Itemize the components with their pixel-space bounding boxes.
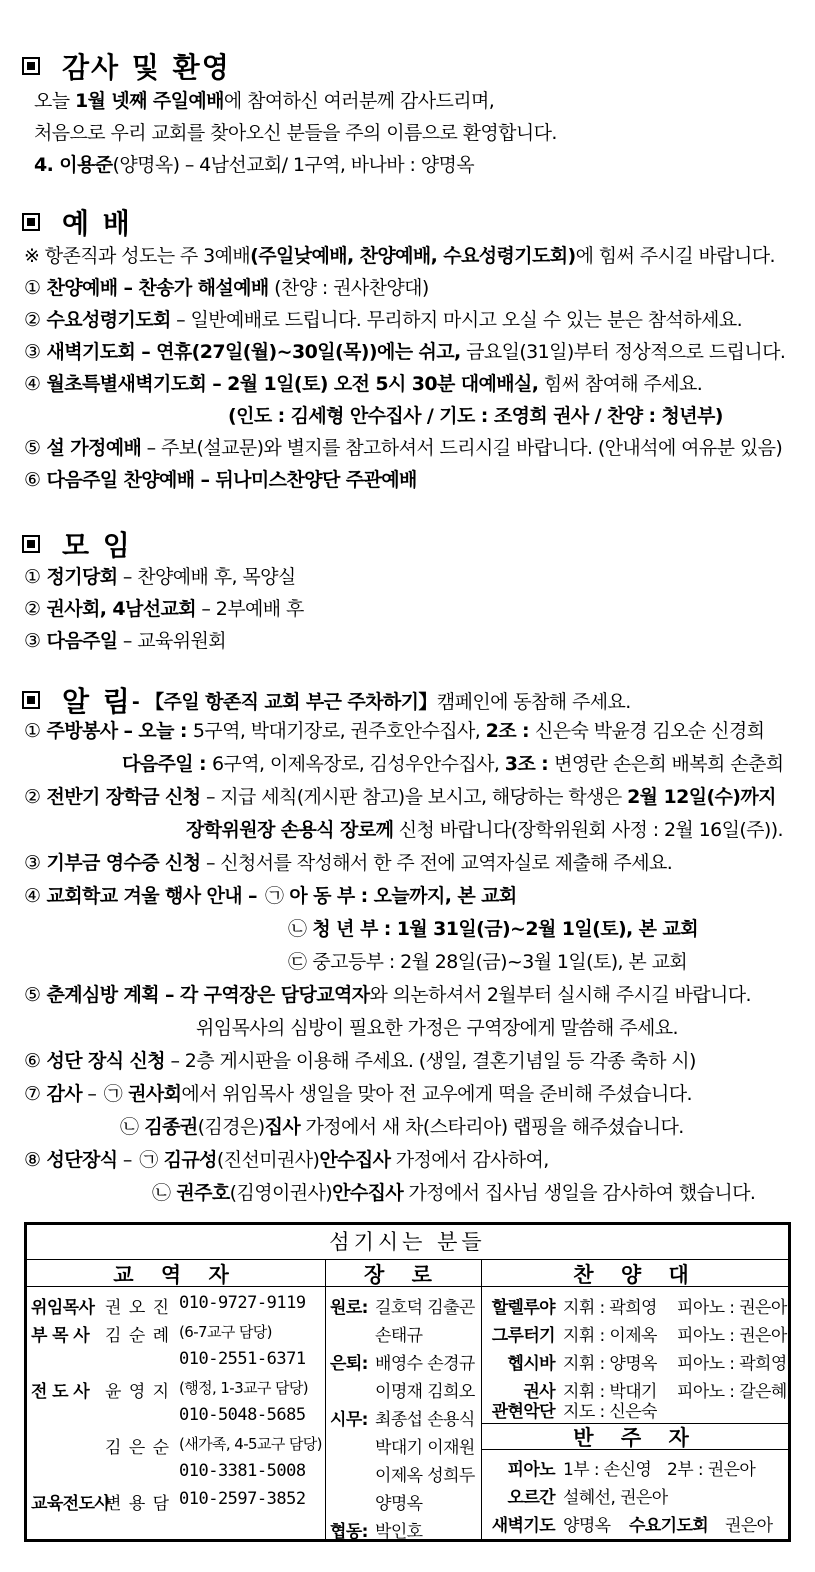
notice-text: 가정에서 집사님 생일을 감사하여 했습니다.: [403, 1182, 756, 1204]
choir-leader: 지도 : 신은숙: [563, 1402, 657, 1422]
square-bullet-icon: [22, 691, 40, 709]
circled-number: ①: [24, 277, 41, 299]
choir-name: 할렐루야: [491, 1298, 555, 1318]
worship-title: 예 배: [62, 207, 132, 240]
meeting-title: 모 임: [62, 529, 132, 562]
notice-text: 안수집사: [332, 1182, 404, 1204]
staff-role: 위임목사: [31, 1298, 95, 1318]
circled-letter-icon: ㉡: [152, 1182, 171, 1204]
notice-text: 다음주일 :: [122, 753, 213, 775]
staff-note: (6-7교구 담당): [179, 1323, 272, 1341]
notice-line: [24, 1145, 549, 1172]
accomp-name: 양명옥: [563, 1516, 611, 1536]
notice-line: [186, 815, 783, 842]
accomp-name: 2부 : 권은아: [667, 1460, 756, 1480]
notice-text: –: [117, 1149, 138, 1171]
elder-group-label: 협동:: [330, 1522, 368, 1542]
choir-leader: 지휘 : 양명옥: [563, 1354, 657, 1374]
accomp-role: 수요기도회: [629, 1516, 709, 1536]
meeting-item: [24, 594, 304, 621]
choir-piano: 피아노 : 갈은혜: [677, 1382, 787, 1402]
notice-text: 성단장식: [46, 1149, 118, 1171]
notice-text: 권주호: [176, 1182, 230, 1204]
circled-number: ⑦: [24, 1083, 41, 1105]
elder-names: 박대기 이재원: [375, 1438, 475, 1458]
staff-role: 교육전도사: [31, 1494, 111, 1514]
worship-item: [24, 433, 782, 460]
notice-text: 장학위원장 손용식 장로께: [186, 819, 394, 841]
notice-text: 교회학교 겨울 행사 안내 –: [46, 885, 263, 907]
notice-text: 전반기 장학금 신청: [46, 786, 201, 808]
notice-text: 김규성: [163, 1149, 217, 1171]
elder-names: 배영수 손경규: [375, 1354, 475, 1374]
elder-names: 양명옥: [375, 1494, 423, 1514]
item-text: – 주보(설교문)와 별지를 참고하셔서 드리시길 바랍니다. (안내석에 여유분 있음): [141, 437, 783, 459]
worship-item: [24, 465, 417, 492]
choir-piano: 피아노 : 권은아: [677, 1326, 787, 1346]
worship-heading: [22, 202, 132, 242]
circled-number: ④: [24, 885, 41, 907]
notice-text: 안수집사: [319, 1149, 391, 1171]
col-choir-head: 찬 양 대: [573, 1263, 699, 1287]
item-text: 금요일(31일)부터 정상적으로 드립니다.: [460, 341, 786, 363]
staff-name: 윤 영 지: [105, 1382, 171, 1402]
item-bold: 정기당회: [46, 566, 118, 588]
notice-text: 가정에서 감사하여,: [390, 1149, 549, 1171]
choir-name: 헵시바: [507, 1354, 555, 1374]
circled-number: ⑧: [24, 1149, 41, 1171]
notice-text: 신은숙 박윤경 김오순 신경희: [535, 720, 765, 742]
staff-phone: 010-5048-5685: [179, 1405, 306, 1425]
notice-line: [118, 1112, 684, 1139]
worship-item: [24, 337, 785, 364]
circled-letter-icon: ㉠: [264, 885, 284, 907]
meeting-heading: [22, 524, 132, 564]
item-bold: 새벽기도회 – 연휴(27일(월)~30일(목))에는 쉬고,: [46, 341, 461, 363]
item-bold: 수요성령기도회: [46, 309, 171, 331]
welcome-heading: [22, 46, 231, 86]
elder-names: 박인호: [375, 1522, 423, 1542]
staff-name: 김 은 순: [105, 1438, 171, 1458]
elder-names: 최종섭 손용식: [375, 1410, 475, 1430]
welcome-line-2: 처음으로 우리 교회를 찾아오신 분들을 주의 이름으로 환영합니다.: [34, 122, 557, 144]
item-text: 힘써 참여해 주세요.: [538, 373, 703, 395]
staff-role: 부 목 사: [31, 1326, 90, 1346]
notice-line: [286, 947, 687, 974]
choir-leader: 지휘 : 곽희영: [563, 1298, 657, 1318]
worship-item: [24, 273, 429, 300]
notice-line: [24, 881, 517, 908]
choir-leader: 지휘 : 박대기: [563, 1382, 657, 1402]
circled-number: ⑥: [24, 1050, 41, 1072]
col-staff-head: 교 역 자: [113, 1263, 239, 1287]
circled-letter-icon: ㉢: [288, 951, 307, 973]
notice-text: – 신청서를 작성해서 한 주 전에 교역자실로 제출해 주세요.: [200, 852, 673, 874]
meeting-item: [24, 626, 226, 653]
item-bold: (인도 : 김세형 안수집사 / 기도 : 조영희 권사 / 찬양 : 청년부): [228, 405, 723, 427]
choir-leader: 지휘 : 이제옥: [563, 1326, 657, 1346]
notice-text: (진선미권사): [216, 1149, 320, 1171]
circled-number: ③: [24, 630, 41, 652]
notice-text: 6구역, 이제옥장로, 김성우안수집사,: [212, 753, 505, 775]
staff-role: 전 도 사: [31, 1382, 90, 1402]
staff-phone: 010-9727-9119: [179, 1293, 306, 1313]
square-bullet-icon: [22, 213, 40, 231]
item-bold: 다음주일: [46, 630, 118, 652]
item-bold: 설 가정예배: [46, 437, 142, 459]
notice-text: 3조 :: [504, 753, 555, 775]
notice-text: 가정에서 새 차(스타리아) 랩핑을 해주셨습니다.: [300, 1116, 684, 1138]
accomp-name: 권은아: [725, 1516, 773, 1536]
circled-number: ②: [24, 309, 41, 331]
elder-names: 길호덕 김출곤: [375, 1298, 475, 1318]
notice-text: 5구역, 박대기장로, 권주호안수집사,: [192, 720, 486, 742]
worship-item: [24, 305, 742, 332]
elder-names: 손태규: [375, 1326, 423, 1346]
notice-text: –: [81, 1083, 102, 1105]
item-bold: 월초특별새벽기도회 – 2월 1일(토) 오전 5시 30분 대예배실,: [46, 373, 539, 395]
notice-text: 기부금 영수증 신청: [46, 852, 201, 874]
circled-number: ④: [24, 373, 41, 395]
circled-number: ③: [24, 341, 41, 363]
circled-letter-icon: ㉡: [120, 1116, 139, 1138]
notice-line: [196, 1013, 678, 1040]
notice-text: 아 동 부 : 오늘까지, 본 교회: [289, 885, 517, 907]
meeting-item: [24, 562, 296, 589]
staff-phone: 010-2597-3852: [179, 1489, 306, 1509]
servers-table: [24, 1222, 791, 1542]
item-bold: 권사회, 4남선교회: [46, 598, 196, 620]
circled-number: ③: [24, 852, 41, 874]
choir-name: 그루터기: [491, 1326, 555, 1346]
elder-group-label: 원로:: [330, 1298, 368, 1318]
item-bold: 찬양예배 – 찬송가 해설예배: [46, 277, 269, 299]
square-bullet-icon: [22, 57, 40, 75]
notice-text: 감사: [46, 1083, 82, 1105]
divider: [481, 1259, 482, 1539]
elder-names: 이명재 김희오: [375, 1382, 475, 1402]
notice-text: 권사회: [128, 1083, 182, 1105]
notice-text: 주방봉사 – 오늘 :: [46, 720, 193, 742]
circled-number: ②: [24, 786, 41, 808]
item-bold: 다음주일 찬양예배 – 뒤나미스찬양단 주관예배: [46, 469, 417, 491]
notice-line: [150, 1178, 755, 1205]
notice-text: 김종권: [144, 1116, 198, 1138]
accomp-name: 설혜선, 권은아: [563, 1488, 668, 1508]
notice-text: 와 의논하셔서 2월부터 실시해 주시길 바랍니다.: [369, 984, 751, 1006]
circled-letter-icon: ㉠: [139, 1149, 158, 1171]
col-accomp-head: 반 주 자: [573, 1426, 699, 1450]
staff-note: (새가족, 4-5교구 담당): [179, 1435, 322, 1453]
square-bullet-icon: [22, 535, 40, 553]
choir-name: 관현악단: [491, 1402, 555, 1422]
notice-text: 신청 바랍니다(장학위원회 사정 : 2월 16일(주)).: [393, 819, 783, 841]
elder-group-label: 시무:: [330, 1410, 368, 1430]
worship-intro: ※ 항존직과 성도는 주 3예배(주일낮예배, 찬양예배, 수요성령기도회)에 힘써 주시길 바랍니다.: [24, 245, 775, 267]
accomp-role: 새벽기도: [491, 1516, 555, 1536]
notice-line: [24, 782, 776, 809]
choir-piano: 피아노 : 권은아: [677, 1298, 787, 1318]
circled-number: ⑤: [24, 984, 41, 1006]
notice-text: (김경은): [197, 1116, 265, 1138]
staff-phone: 010-3381-5008: [179, 1461, 306, 1481]
notice-text: 중고등부 : 2월 28일(금)~3월 1일(토), 본 교회: [312, 951, 688, 973]
notice-text: 청 년 부 : 1월 31일(금)~2월 1일(토), 본 교회: [312, 918, 698, 940]
choir-piano: 피아노 : 곽희영: [677, 1354, 787, 1374]
accomp-role: 오르간: [507, 1488, 555, 1508]
notice-text: 에서 위임목사 생일을 맞아 전 교우에게 떡을 준비해 주셨습니다.: [181, 1083, 692, 1105]
notice-text: 2조 :: [485, 720, 536, 742]
notice-text: 집사: [264, 1116, 301, 1138]
worship-item: [24, 369, 702, 396]
item-text: – 찬양예배 후, 목양실: [117, 566, 296, 588]
worship-item: [228, 401, 723, 428]
staff-name: 변 용 담: [105, 1494, 171, 1514]
notice-text: 2월 12일(수)까지: [627, 786, 776, 808]
staff-name: 김 순 례: [105, 1326, 171, 1346]
item-text: (찬양 : 권사찬양대): [268, 277, 429, 299]
notice-text: – 2층 게시판을 이용해 주세요. (생일, 결혼기념일 등 각종 축하 시): [165, 1050, 696, 1072]
notice-text: 춘계심방 계획 – 각 구역장은 담당교역자: [46, 984, 370, 1006]
notice-campaign-rest: 캠페인에 동참해 주세요.: [436, 690, 631, 713]
accomp-role: 피아노: [507, 1460, 555, 1480]
notice-text: (김영이권사): [229, 1182, 333, 1204]
item-text: – 일반예배로 드립니다. 무리하지 마시고 오실 수 있는 분은 참석하세요.: [170, 309, 743, 331]
choir-name: 권사: [523, 1382, 555, 1402]
circled-letter-icon: ㉠: [103, 1083, 123, 1105]
elder-names: 이제옥 성희두: [375, 1466, 475, 1486]
circled-number: ⑤: [24, 437, 41, 459]
staff-note: (행정, 1-3교구 담당): [179, 1379, 309, 1397]
divider: [325, 1259, 326, 1539]
staff-phone: 010-2551-6371: [179, 1349, 306, 1369]
item-text: – 2부예배 후: [195, 598, 304, 620]
notice-line: [24, 716, 764, 743]
welcome-line-1: 오늘 1월 넷째 주일예배에 참여하신 여러분께 감사드리며,: [34, 90, 495, 112]
notice-line: [24, 1079, 692, 1106]
notice-line: [286, 914, 698, 941]
circled-letter-icon: ㉡: [288, 918, 307, 940]
notice-line: [24, 1046, 696, 1073]
welcome-line-3: 4. 이용준(양명옥) – 4남선교회/ 1구역, 바나바 : 양명옥: [34, 154, 475, 176]
staff-name: 권 오 진: [105, 1298, 171, 1318]
circled-number: ⑥: [24, 469, 41, 491]
notice-text: 변영란 손은희 배복희 손춘희: [554, 753, 784, 775]
circled-number: ①: [24, 566, 41, 588]
notice-campaign: - 【주일 항존직 교회 부근 주차하기】: [131, 690, 437, 713]
notice-text: 위임목사의 심방이 필요한 가정은 구역장에게 말씀해 주세요.: [196, 1017, 678, 1039]
welcome-title: 감사 및 환영: [62, 51, 231, 84]
notice-text: 성단 장식 신청: [46, 1050, 165, 1072]
notice-heading: [22, 680, 631, 720]
notice-line: [24, 848, 672, 875]
accomp-name: 1부 : 손신영: [563, 1460, 652, 1480]
notice-line: [24, 980, 751, 1007]
circled-number: ②: [24, 598, 41, 620]
item-text: – 교육위원회: [117, 630, 227, 652]
elder-group-label: 은퇴:: [330, 1354, 368, 1374]
circled-number: ①: [24, 720, 41, 742]
servers-title: 섬기시는 분들: [27, 1225, 788, 1260]
notice-line: [122, 749, 784, 776]
col-elders-head: 장 로: [364, 1263, 442, 1287]
notice-text: – 지급 세칙(게시판 참고)을 보시고, 해당하는 학생은: [200, 786, 628, 808]
notice-title: 알 림: [62, 685, 132, 718]
